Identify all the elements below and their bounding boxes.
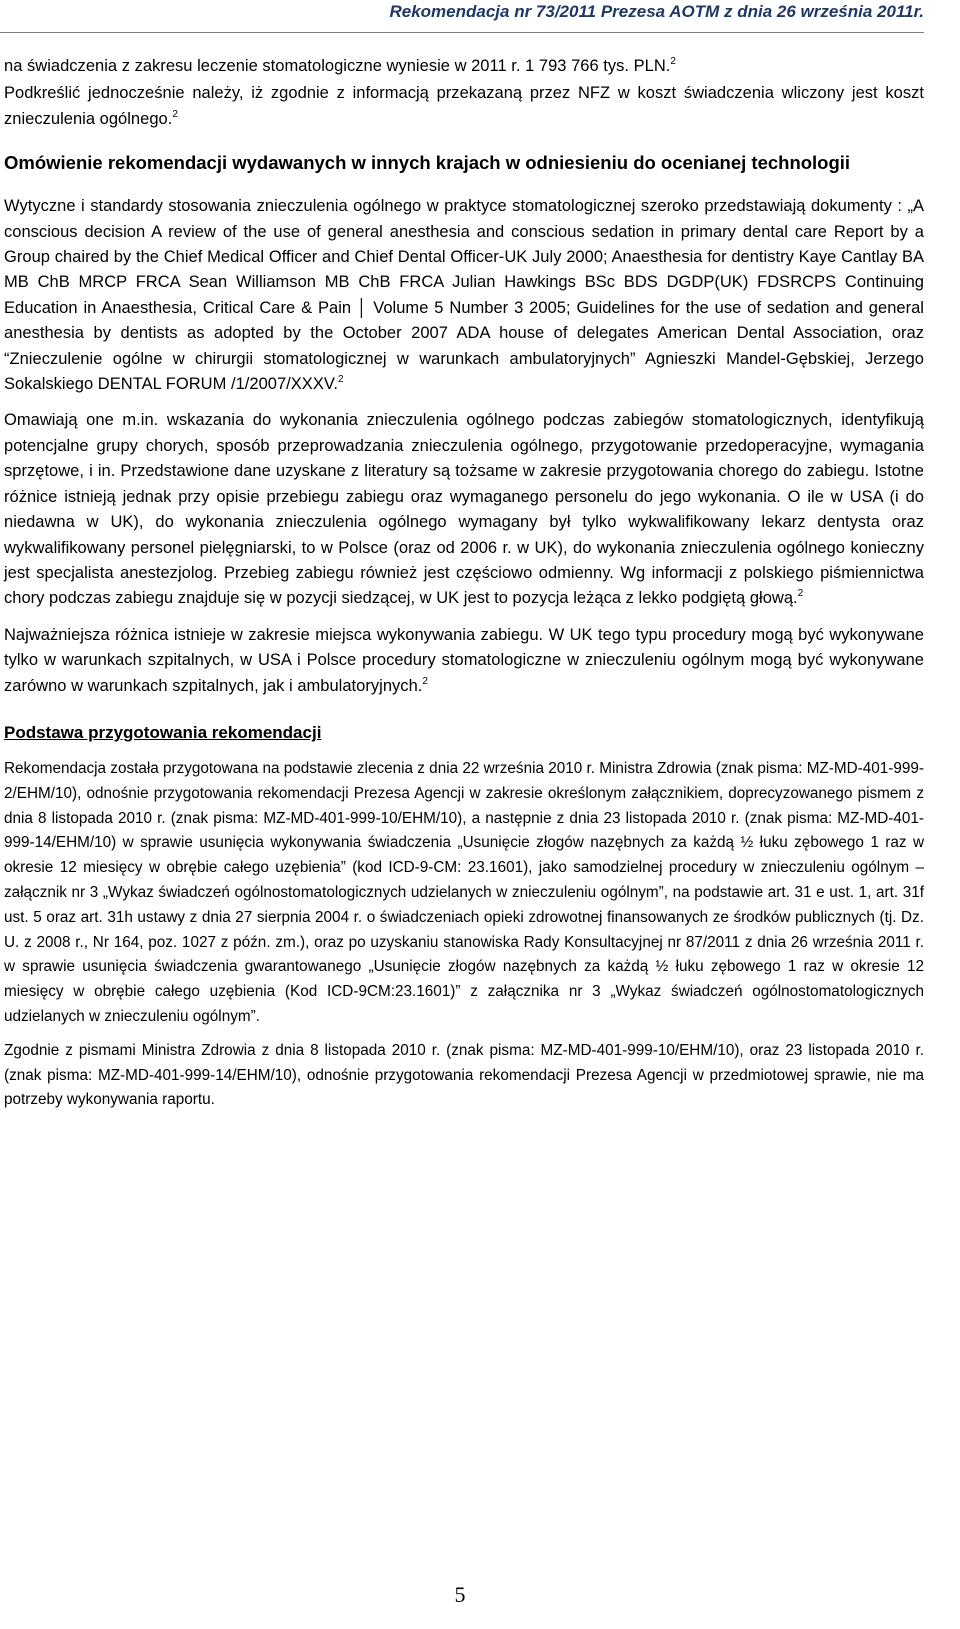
header-divider: [0, 32, 924, 33]
footnote-ref: 2: [797, 588, 804, 600]
document-body: [4, 54, 924, 1113]
paragraph-nfz-note: [4, 81, 924, 132]
footnote-ref: 2: [670, 56, 676, 67]
paragraph-text: Najważniejsza różnica istnieje w zakresie miejsca wykonywania zabiegu. W UK tego typu procedury mogą być wykonywane tylko w warunkach szpitalnych, w USA i Polsce procedury stomatologiczne w znieczuleniu ogólnym mogą być wykonywane zarówno w warunkach szpitalnych, jak i ambulatoryjnych.: [4, 625, 924, 695]
paragraph-no-report: Zgodnie z pismami Ministra Zdrowia z dnia 8 listopada 2010 r. (znak pisma: MZ-MD-401-999-10/EHM/10), oraz 23 listopada 2010 r. (znak pisma: MZ-MD-401-999-14/EHM/10), odnośnie przygotowania rekomendacji Prezesa Agencji w przedmiotowej sprawie, nie ma potrzeby wykonywania raportu.: [4, 1041, 924, 1109]
section-heading-other-countries: Omówienie rekomendacji wydawanych w innych krajach w odniesieniu do ocenianej technologii: [4, 152, 851, 174]
paragraph-location-difference: [4, 623, 924, 699]
paragraph-guidelines: [4, 194, 924, 397]
paragraph-indications: [4, 408, 924, 611]
paragraph-text: Wytyczne i standardy stosowania znieczulenia ogólnego w praktyce stomatologicznej szeroko przedstawiają dokumenty : „A conscious decision A review of the use of general anesthesia and conscious sedation in primary dental care Report by a Group chaired by the Chief Medical Officer and Chief Dental Officer-UK July 2000; Anaesthesia for dentistry Kaye Cantlay BA MB ChB MRCP FRCA Sean Williamson MB ChB FRCA Julian Hawkings BSc BDS DGDP(UK) FDSRCPS Continuing Education in Anaesthesia, Critical Care & Pain │ Volume 5 Number 3 2005; Guidelines for the use of sedation and general anesthesia by dentists as adopted by the October 2007 ADA house of delegates American Dental Association, oraz “Znieczulenie ogólne w chirurgii stomatologicznej w warunkach ambulatoryjnych” Agnieszki Mandel-Gębskiej, Jerzego Sokalskiego DENTAL FORUM /1/2007/XXXV.: [4, 197, 924, 394]
footnote-ref: 2: [422, 675, 428, 687]
footnote-ref: 2: [337, 374, 344, 386]
paragraph-cost: [4, 54, 924, 79]
footnote-ref: 2: [172, 108, 178, 120]
paragraph-text: na świadczenia z zakresu leczenie stomatologiczne wyniesie w 2011 r. 1 793 766 tys. PLN.: [4, 57, 671, 75]
paragraph-text: Omawiają one m.in. wskazania do wykonania znieczulenia ogólnego podczas zabiegów stomatologicznych, identyfikują potencjalne grupy chorych, sposób przeprowadzania znieczulenia ogólnego, przygotowanie przedoperacyjne, wymagania sprzętowe, i in. Przedstawione dane uzyskane z literatury są tożsame w zakresie przygotowania chorego do zabiegu. Istotne różnice istnieją jednak przy opisie przebiegu zabiegu oraz wymaganego personelu do jego wykonania. O ile w USA (i do niedawna w UK), do wykonania znieczulenia ogólnego wymagany był tylko wykwalifikowany lekarz dentysta oraz wykwalifikowany personel pielęgniarski, to w Polsce (oraz od 2006 r. w UK), do wykonania znieczulenia ogólnego konieczny jest specjalista anestezjolog. Przebieg zabiegu również jest częściowo odmienny. Wg informacji z polskiego piśmiennictwa chory podczas zabiegu znajduje się w pozycji siedzącej, w UK jest to pozycja leżąca z lekko podgiętą głową.: [4, 411, 924, 608]
running-header: Rekomendacja nr 73/2011 Prezesa AOTM z dnia 26 września 2011r.: [389, 2, 924, 21]
page-number: 5: [454, 1582, 466, 1607]
paragraph-text: Podkreślić jednocześnie należy, iż zgodnie z informacją przekazaną przez NFZ w koszt świadczenia wliczony jest koszt znieczulenia ogólnego.: [4, 84, 924, 128]
paragraph-basis: Rekomendacja została przygotowana na podstawie zlecenia z dnia 22 września 2010 r. Ministra Zdrowia (znak pisma: MZ-MD-401-999-2/EHM/10), odnośnie przygotowania rekomendacji Prezesa Agencji w zakresie określonym załącznikiem, doprecyzowanego pismem z dnia 8 listopada 2010 r. (znak pisma: MZ-MD-401-999-10/EHM/10), a następnie z dnia 23 listopada 2010 r. (znak pisma: MZ-MD-401-999-14/EHM/10) w sprawie usunięcia wykonywania świadczenia „Usunięcie złogów nazębnych za każdą ½ łuku zębowego 1 raz w okresie 12 miesięcy w obrębie całego uzębienia” (kod ICD-9-CM: 23.1601), jako samodzielnej procedury w znieczuleniu ogólnym – załącznik nr 3 „Wykaz świadczeń ogólnostomatologicznych udzielanych w znieczuleniu ogólnym”, na podstawie art. 31 e ust. 1, art. 31f ust. 5 oraz art. 31h ustawy z dnia 27 sierpnia 2004 r. o świadczeniach opieki zdrowotnej finansowanych ze środków publicznych (tj. Dz. U. z 2008 r., Nr 164, poz. 1027 z późn. zm.), oraz po uzyskaniu stanowiska Rady Konsultacyjnej nr 87/2011 z dnia 26 września 2011 r. w sprawie usunięcia świadczenia gwarantowanego „Usunięcie złogów nazębnych za każdą ½ łuku zębowego 1 raz w okresie 12 miesięcy w obrębie całego uzębienia (Kod ICD-9CM:23.1601)” z załącznika nr 3 „Wykaz świadczeń ogólnostomatologicznych udzielanych w znieczuleniu ogólnym”.: [4, 759, 924, 1025]
section-heading-basis: Podstawa przygotowania rekomendacji: [4, 722, 322, 742]
